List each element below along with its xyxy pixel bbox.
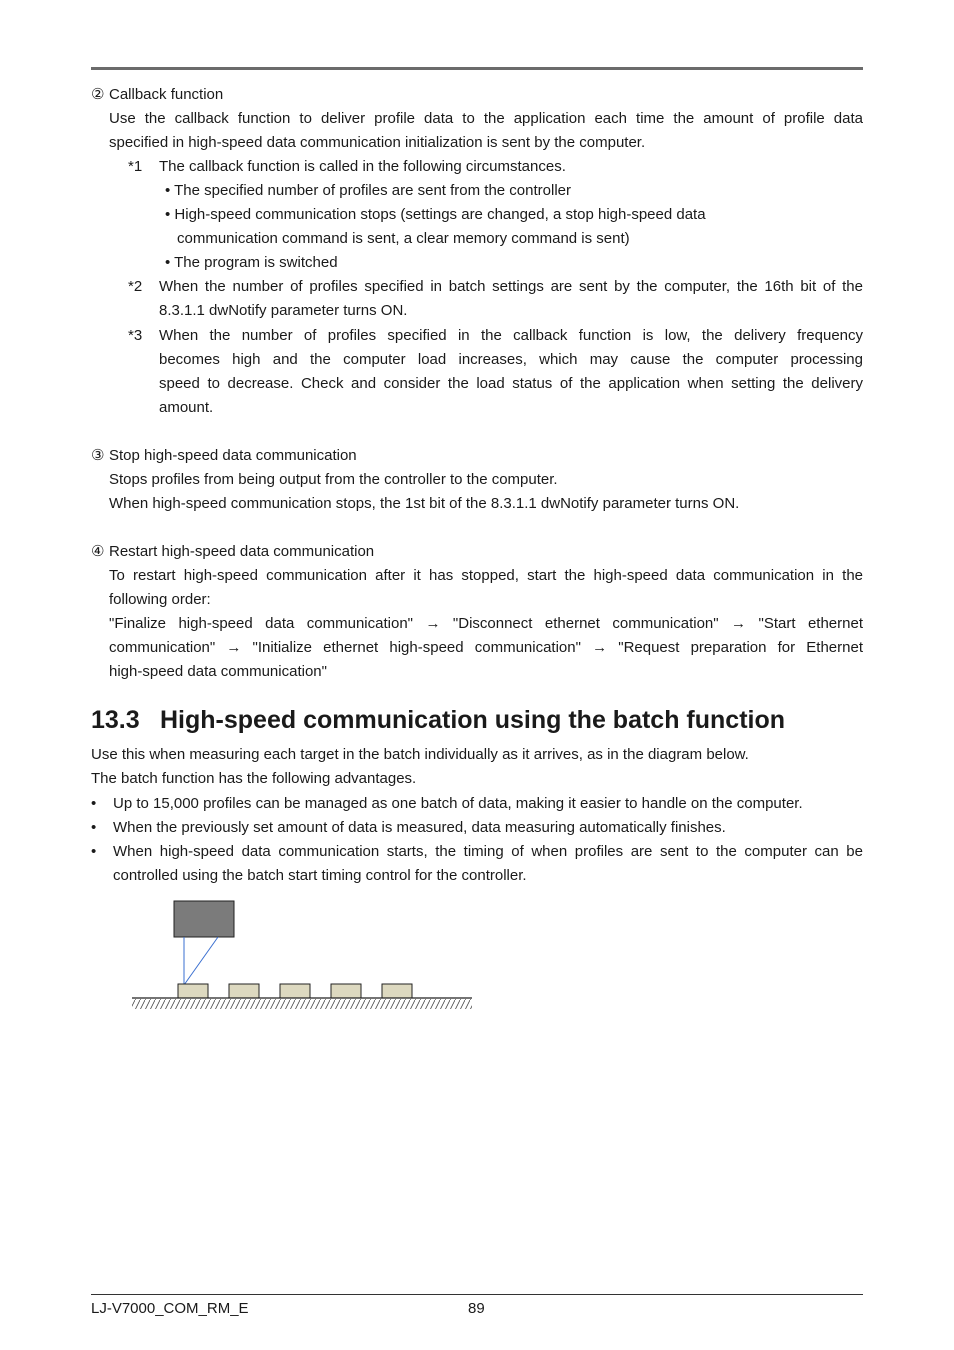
paragraph-line: When high-speed communication stops, the 1st bit of the 8.3.1.1 dwNotify parameter turns ON. [109,495,740,512]
target-row [178,984,412,998]
list-item: • The specified number of profiles are sent from the controller [165,182,572,199]
list-item-continued: communication command is sent, a clear memory command is sent) [177,230,630,247]
conveyor-hatching [132,999,472,1009]
bullet-marker: • [91,843,97,860]
note-text: When the number of profiles specified in batch settings are sent by the computer, the 16th bit of the [159,278,863,295]
list-item: Up to 15,000 profiles can be managed as one batch of data, making it easier to handle on the computer. [113,795,803,812]
paragraph-line: To restart high-speed communication after it has stopped, start the high-speed data communication in the [109,567,863,584]
paragraph-line: specified in high-speed data communication initialization is sent by the computer. [109,134,646,151]
list-item: • High-speed communication stops (settings are changed, a stop high-speed data [165,206,706,223]
note-marker: *2 [128,278,143,295]
measurement-target [331,984,361,998]
circled-number-marker: ③ [91,447,105,464]
paragraph-line: high-speed data communication" [109,663,327,680]
batch-measurement-diagram [120,890,480,1015]
circled-number-marker: ② [91,86,105,103]
header-rule [91,67,863,70]
note-marker: *3 [128,327,143,344]
section-title [91,703,785,737]
circled-number-marker: ④ [91,543,105,560]
note-text: When the number of profiles specified in the callback function is low, the delivery frequency [159,327,863,344]
note-text: 8.3.1.1 dwNotify parameter turns ON. [159,302,408,319]
measurement-target [178,984,208,998]
laser-beam-line [184,937,218,985]
paragraph-line: "Finalize high-speed data communication" → "Disconnect ethernet communication" → "Start ethernet [109,615,863,632]
list-item: When high-speed data communication starts, the timing of when profiles are sent to the computer can be [113,843,863,860]
note-text: becomes high and the computer load increases, which may cause the computer processing [159,351,863,368]
section-stop-heading: ③ Stop high-speed data communication [91,447,357,464]
list-item: • The program is switched [165,254,338,271]
list-item: When the previously set amount of data is measured, data measuring automatically finishes. [113,819,726,836]
footer-rule [91,1294,863,1295]
section-number: 13.3 [91,706,140,734]
paragraph-line: communication" → "Initialize ethernet high-speed communication" → "Request preparation for Ethernet [109,639,863,656]
bullet-marker: • [91,795,97,812]
note-text: The callback function is called in the following circumstances. [159,158,566,175]
note-text: speed to decrease. Check and consider the load status of the application when setting the delivery [159,375,863,392]
paragraph-line: The batch function has the following advantages. [91,770,417,787]
sensor-head [174,901,234,937]
note-marker: *1 [128,158,143,175]
document-id: LJ-V7000_COM_RM_E [91,1300,249,1317]
paragraph-line: Use this when measuring each target in the batch individually as it arrives, as in the diagram below. [91,746,749,763]
paragraph-line: Stops profiles from being output from the controller to the computer. [109,471,558,488]
bullet-marker: • [91,819,97,836]
list-item-continued: controlled using the batch start timing control for the controller. [113,867,527,884]
paragraph-line: following order: [109,591,211,608]
section-restart-heading: ④ Restart high-speed data communication [91,543,375,560]
paragraph-line: Use the callback function to deliver profile data to the application each time the amount of profile data [109,110,863,127]
section-title-text: High-speed communication using the batch function [160,706,786,734]
measurement-target [280,984,310,998]
measurement-target [229,984,259,998]
note-text: amount. [159,399,214,416]
page-number: 89 [468,1300,485,1317]
section-callback-heading: ② Callback function [91,86,224,103]
measurement-target [382,984,412,998]
